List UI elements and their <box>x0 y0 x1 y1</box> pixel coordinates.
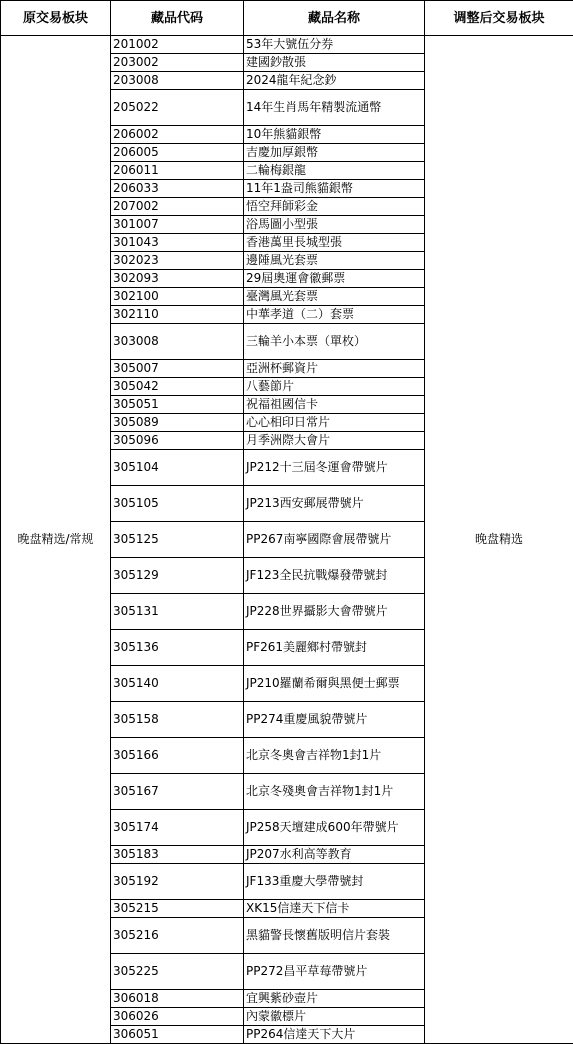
item-name-cell: 中華孝道（二）套票 <box>244 306 425 324</box>
item-code-cell: 303008 <box>111 324 244 360</box>
header-original-board: 原交易板块 <box>1 1 111 36</box>
item-name-cell: 宜興紫砂壺片 <box>244 990 425 1008</box>
item-code-cell: 206011 <box>111 162 244 180</box>
item-name-cell: 53年大號伍分券 <box>244 36 425 54</box>
item-code-cell: 305174 <box>111 810 244 846</box>
item-name-cell: 吉慶加厚銀幣 <box>244 144 425 162</box>
item-code-cell: 207002 <box>111 198 244 216</box>
item-code-cell: 302023 <box>111 252 244 270</box>
item-name-cell: 月季洲際大會片 <box>244 432 425 450</box>
item-name-cell: 二輪梅銀龍 <box>244 162 425 180</box>
item-name-cell: 八藝節片 <box>244 378 425 396</box>
header-row <box>1 1 573 36</box>
item-name-cell: 14年生肖馬年精製流通幣 <box>244 90 425 126</box>
item-code-cell: 305105 <box>111 486 244 522</box>
item-name-cell: 2024龍年紀念鈔 <box>244 72 425 90</box>
item-code-cell: 201002 <box>111 36 244 54</box>
item-code-cell: 203008 <box>111 72 244 90</box>
item-name-cell: JP258天壇建成600年帶號片 <box>244 810 425 846</box>
item-name-cell: PP274重慶風貌帶號片 <box>244 702 425 738</box>
item-name-cell: 北京冬殘奧會吉祥物1封1片 <box>244 774 425 810</box>
item-name-cell: JP213西安郵展帶號片 <box>244 486 425 522</box>
item-name-cell: JP212十三屆冬運會帶號片 <box>244 450 425 486</box>
header-item-code: 藏品代码 <box>111 1 244 36</box>
header-item-name: 藏品名称 <box>244 1 425 36</box>
item-name-cell: 祝福祖國信卡 <box>244 396 425 414</box>
adjusted-board-cell: 晚盘精选 <box>425 36 573 1044</box>
item-code-cell: 306026 <box>111 1008 244 1026</box>
item-name-cell: 悟空拜師彩金 <box>244 198 425 216</box>
item-name-cell: 亞洲杯郵資片 <box>244 360 425 378</box>
item-code-cell: 305089 <box>111 414 244 432</box>
item-code-cell: 305215 <box>111 900 244 918</box>
item-code-cell: 206002 <box>111 126 244 144</box>
item-name-cell: PF261美麗鄉村帶號封 <box>244 630 425 666</box>
item-name-cell: 香港萬里長城型張 <box>244 234 425 252</box>
item-name-cell: 三輪羊小本票（單枚） <box>244 324 425 360</box>
item-code-cell: 305216 <box>111 918 244 954</box>
item-name-cell: 10年熊貓銀幣 <box>244 126 425 144</box>
item-code-cell: 305125 <box>111 522 244 558</box>
item-code-cell: 305007 <box>111 360 244 378</box>
item-code-cell: 305096 <box>111 432 244 450</box>
original-board-cell: 晚盘精选/常规 <box>1 36 111 1044</box>
item-code-cell: 306051 <box>111 1026 244 1044</box>
item-code-cell: 305167 <box>111 774 244 810</box>
item-code-cell: 305131 <box>111 594 244 630</box>
header-adjusted-board: 调整后交易板块 <box>425 1 573 36</box>
item-code-cell: 305051 <box>111 396 244 414</box>
item-code-cell: 203002 <box>111 54 244 72</box>
item-name-cell: 黑貓警長懷舊版明信片套裝 <box>244 918 425 954</box>
table-body <box>1 36 573 1044</box>
item-code-cell: 305129 <box>111 558 244 594</box>
table-row <box>1 36 573 54</box>
item-code-cell: 305140 <box>111 666 244 702</box>
item-name-cell: 浴馬圖小型張 <box>244 216 425 234</box>
item-code-cell: 206033 <box>111 180 244 198</box>
item-name-cell: 11年1盎司熊貓銀幣 <box>244 180 425 198</box>
item-name-cell: JF123全民抗戰爆發帶號封 <box>244 558 425 594</box>
item-name-cell: 北京冬奧會吉祥物1封1片 <box>244 738 425 774</box>
item-name-cell: 臺灣風光套票 <box>244 288 425 306</box>
item-code-cell: 302093 <box>111 270 244 288</box>
item-code-cell: 305192 <box>111 864 244 900</box>
item-name-cell: JF133重慶大學帶號封 <box>244 864 425 900</box>
item-code-cell: 306018 <box>111 990 244 1008</box>
item-name-cell: PP264信達天下大片 <box>244 1026 425 1044</box>
item-name-cell: 建國鈔散張 <box>244 54 425 72</box>
item-name-cell: 內蒙徽標片 <box>244 1008 425 1026</box>
item-name-cell: JP207水利高等教育 <box>244 846 425 864</box>
item-code-cell: 302100 <box>111 288 244 306</box>
item-code-cell: 305136 <box>111 630 244 666</box>
item-code-cell: 305104 <box>111 450 244 486</box>
item-name-cell: 29屆奧運會徽郵票 <box>244 270 425 288</box>
item-code-cell: 305042 <box>111 378 244 396</box>
item-name-cell: JP228世界攝影大會帶號片 <box>244 594 425 630</box>
item-name-cell: PP267南寧國際會展帶號片 <box>244 522 425 558</box>
item-code-cell: 205022 <box>111 90 244 126</box>
item-name-cell: JP210羅蘭希爾與黑便士郵票 <box>244 666 425 702</box>
item-code-cell: 305225 <box>111 954 244 990</box>
item-code-cell: 301043 <box>111 234 244 252</box>
item-code-cell: 305183 <box>111 846 244 864</box>
item-name-cell: XK15信達天下信卡 <box>244 900 425 918</box>
item-code-cell: 305158 <box>111 702 244 738</box>
item-name-cell: 邊陲風光套票 <box>244 252 425 270</box>
item-name-cell: 心心相印日常片 <box>244 414 425 432</box>
item-name-cell: PP272昌平草莓帶號片 <box>244 954 425 990</box>
item-code-cell: 302110 <box>111 306 244 324</box>
item-code-cell: 305166 <box>111 738 244 774</box>
item-code-cell: 301007 <box>111 216 244 234</box>
item-code-cell: 206005 <box>111 144 244 162</box>
